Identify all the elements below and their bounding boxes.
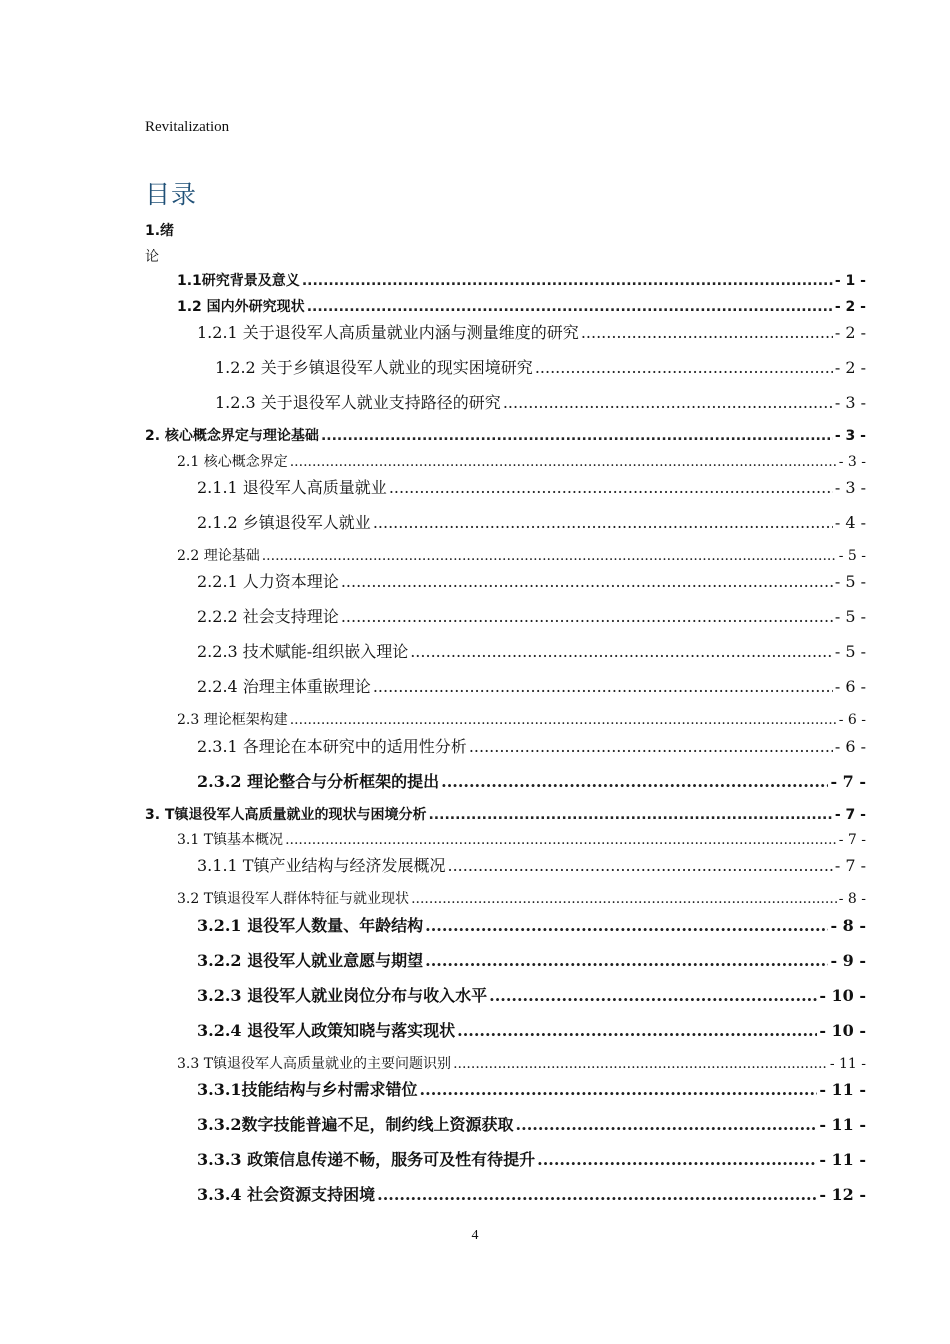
toc-entry[interactable] — [197, 948, 866, 971]
leader-dots — [411, 891, 837, 907]
leader-dots — [535, 358, 833, 377]
toc-entry-page: - 3 - — [834, 428, 866, 444]
toc-entry-page: - 8 - — [838, 891, 866, 907]
toc-entry-page: - 6 - — [834, 737, 866, 756]
toc-entry-page: - 5 - — [834, 607, 866, 626]
leader-dots — [389, 478, 833, 497]
toc-entry-label: 3.2.1 退役军人数量、年龄结构 — [197, 916, 424, 935]
toc-entry[interactable] — [197, 604, 866, 627]
toc-entry-label: 2.2.2 社会支持理论 — [197, 607, 339, 626]
toc-entry-page: - 6 - — [834, 677, 866, 696]
toc-entry[interactable] — [197, 734, 866, 757]
leader-dots — [469, 737, 833, 756]
leader-dots — [428, 807, 832, 823]
toc-entry-label: 3.2.3 退役军人就业岗位分布与收入水平 — [197, 986, 488, 1005]
toc-entry[interactable] — [177, 296, 866, 316]
toc-entry-label: 2.2.3 技术赋能-组织嵌入理论 — [197, 642, 409, 661]
toc-entry[interactable] — [197, 569, 866, 592]
leader-dots — [321, 428, 833, 444]
toc-entry-label: 3.1.1 T镇产业结构与经济发展概况 — [197, 856, 446, 875]
toc-entry-label: 3.3.4 社会资源支持困境 — [197, 1185, 376, 1204]
toc-entry[interactable] — [197, 320, 866, 343]
toc-entry-label: 2.3.2 理论整合与分析框架的提出 — [197, 772, 440, 791]
toc-entry[interactable] — [197, 639, 866, 662]
toc-entry[interactable] — [177, 545, 866, 565]
leader-dots — [425, 916, 828, 935]
toc-entry-page: - 2 - — [834, 358, 866, 377]
toc-entry[interactable] — [177, 1053, 866, 1073]
toc-entry[interactable] — [215, 355, 866, 378]
toc-entry-label: 2.2.1 人力资本理论 — [197, 572, 339, 591]
toc-entry[interactable] — [197, 1112, 866, 1135]
leader-dots — [341, 607, 833, 626]
toc-entry[interactable] — [197, 1147, 866, 1170]
leader-dots — [457, 1021, 817, 1040]
toc-entry-page: - 11 - — [819, 1115, 866, 1134]
toc-entry-page: - 7 - — [834, 856, 866, 875]
toc-entry-page: - 10 - — [819, 986, 866, 1005]
toc-entry-page: - 6 - — [838, 712, 866, 728]
toc-entry-1-line1[interactable]: 1.绪 — [145, 223, 175, 239]
leader-dots — [290, 712, 837, 728]
leader-dots — [441, 772, 828, 791]
page-number: 4 — [471, 1228, 479, 1243]
toc-entry[interactable] — [197, 674, 866, 697]
toc-entry-page: - 2 - — [834, 323, 866, 342]
toc-entry-page: - 10 - — [819, 1021, 866, 1040]
leader-dots — [489, 986, 817, 1005]
toc-entry-label: 2.2.4 治理主体重嵌理论 — [197, 677, 371, 696]
toc-entry[interactable] — [197, 475, 866, 498]
toc-entry-page: - 11 - — [819, 1080, 866, 1099]
toc-entry-label: 1.2.2 关于乡镇退役军人就业的现实困境研究 — [215, 358, 533, 377]
leader-dots — [302, 273, 833, 289]
leader-dots — [516, 1115, 818, 1134]
header-word: Revitalization — [145, 119, 230, 135]
toc-entry[interactable] — [197, 769, 866, 792]
toc-entry-label: 3. T镇退役军人高质量就业的现状与困境分析 — [145, 807, 427, 823]
toc-entry[interactable] — [197, 510, 866, 533]
leader-dots — [537, 1150, 817, 1169]
toc-entry-1-line2[interactable]: 论 — [145, 249, 159, 265]
leader-dots — [420, 1080, 818, 1099]
toc-entry[interactable] — [197, 1182, 866, 1205]
toc-entry-label: 1.2 国内外研究现状 — [177, 299, 305, 315]
toc-entry-label: 3.2 T镇退役军人群体特征与就业现状 — [177, 891, 410, 907]
toc-entry-label: 2.1.2 乡镇退役军人就业 — [197, 513, 371, 532]
toc-entry[interactable] — [197, 1018, 866, 1041]
toc-entry[interactable] — [177, 829, 866, 849]
toc-entry-label: 3.2.2 退役军人就业意愿与期望 — [197, 951, 424, 970]
toc-entry-page: - 5 - — [838, 548, 866, 564]
toc-entry-label: 2. 核心概念界定与理论基础 — [145, 428, 319, 444]
leader-dots — [425, 951, 828, 970]
toc-entry-page: - 1 - — [834, 273, 866, 289]
leader-dots — [581, 323, 833, 342]
toc-entry-page: - 4 - — [834, 513, 866, 532]
toc-entry[interactable] — [177, 270, 866, 290]
toc-entry-label: 3.1 T镇基本概况 — [177, 832, 284, 848]
leader-dots — [447, 856, 832, 875]
leader-dots — [373, 677, 833, 696]
toc-entry-page: - 7 - — [834, 807, 866, 823]
toc-entry-page: - 11 - — [819, 1150, 866, 1169]
leader-dots — [307, 299, 833, 315]
toc-entry[interactable] — [145, 425, 866, 445]
toc-entry-page: - 8 - — [830, 916, 866, 935]
toc-entry[interactable] — [177, 451, 866, 471]
toc-entry-label: 2.1.1 退役军人高质量就业 — [197, 478, 387, 497]
toc-entry-label: 3.3.2数字技能普遍不足，制约线上资源获取 — [197, 1115, 514, 1134]
toc-entry[interactable] — [197, 853, 866, 876]
leader-dots — [377, 1185, 817, 1204]
toc-entry-page: - 11 - — [829, 1056, 866, 1072]
toc-entry-label: 2.2 理论基础 — [177, 548, 260, 564]
toc-entry-page: - 12 - — [819, 1185, 866, 1204]
toc-entry-label: 3.3 T镇退役军人高质量就业的主要问题识别 — [177, 1056, 452, 1072]
toc-entry[interactable] — [197, 913, 866, 936]
toc-entry-page: - 3 - — [834, 393, 866, 412]
toc-entry-page: - 9 - — [830, 951, 866, 970]
toc-entry-label: 2.3 理论框架构建 — [177, 712, 288, 728]
toc-entry[interactable] — [145, 804, 866, 824]
toc-entry-page: - 5 - — [834, 642, 866, 661]
toc-entry[interactable] — [215, 390, 866, 413]
toc-entry[interactable] — [197, 1077, 866, 1100]
leader-dots — [410, 642, 833, 661]
toc-entry[interactable] — [177, 888, 866, 908]
toc-entry[interactable] — [177, 709, 866, 729]
toc-entry-label: 3.2.4 退役军人政策知晓与落实现状 — [197, 1021, 456, 1040]
toc-entry-label: 3.3.1技能结构与乡村需求错位 — [197, 1080, 418, 1099]
toc-entry-label: 1.1研究背景及意义 — [177, 273, 300, 289]
toc-entry-label: 1.2.1 关于退役军人高质量就业内涵与测量维度的研究 — [197, 323, 579, 342]
toc-entry-page: - 7 - — [838, 832, 866, 848]
toc-entry-page: - 7 - — [830, 772, 866, 791]
toc-entry-label: 3.3.3 政策信息传递不畅，服务可及性有待提升 — [197, 1150, 536, 1169]
toc-entry-page: - 3 - — [834, 478, 866, 497]
toc-entry-page: - 3 - — [838, 454, 866, 470]
toc-entry-label: 1.2.3 关于退役军人就业支持路径的研究 — [215, 393, 501, 412]
toc-entry-label: 2.1 核心概念界定 — [177, 454, 288, 470]
leader-dots — [373, 513, 833, 532]
toc-entry-page: - 2 - — [834, 299, 866, 315]
leader-dots — [262, 548, 837, 564]
leader-dots — [341, 572, 833, 591]
toc-entry[interactable] — [197, 983, 866, 1006]
toc-entry-label: 2.3.1 各理论在本研究中的适用性分析 — [197, 737, 467, 756]
leader-dots — [290, 454, 837, 470]
toc-title: 目录 — [145, 180, 198, 209]
toc-entry-page: - 5 - — [834, 572, 866, 591]
leader-dots — [453, 1056, 828, 1072]
leader-dots — [285, 832, 837, 848]
leader-dots — [503, 393, 833, 412]
